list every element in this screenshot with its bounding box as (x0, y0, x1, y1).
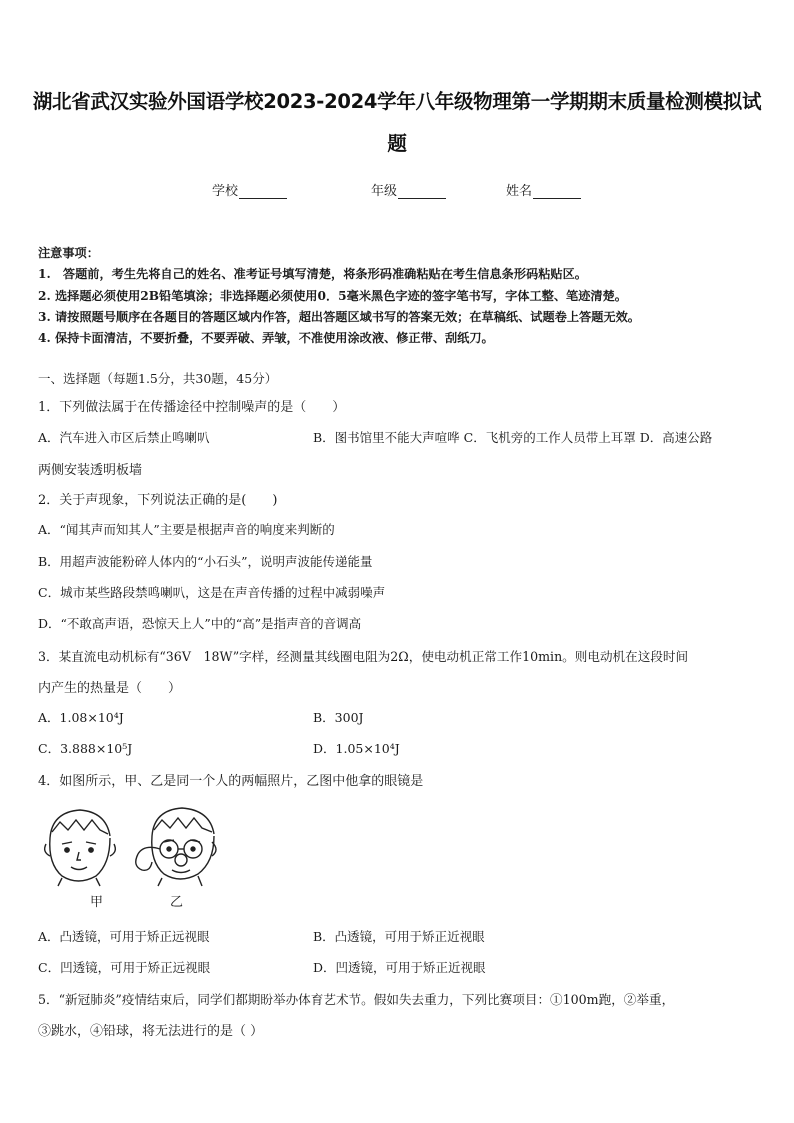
q1-continuation: 两侧安装透明板墙 (38, 463, 143, 478)
grade-label: 年级 (371, 184, 398, 199)
q4-label-jia: 甲 (90, 895, 104, 910)
note-item-1: 1. 答题前，考生先将自己的姓名、准考证号填写清楚，将条形码准确粘贴在考生信息条形码粘贴区。 (38, 267, 587, 281)
q1-stem: 1．下列做法属于在传播途径中控制噪声的是（ ） (38, 400, 346, 415)
q1-options-bcd[interactable]: B．图书馆里不能大声喧哗 C．飞机旁的工作人员带上耳罩 D．高速公路 (313, 430, 713, 445)
section-heading: 一、选择题（每题1.5分，共30题，45分） (38, 371, 278, 386)
q2-stem: 2．关于声现象，下列说法正确的是( ) (38, 493, 278, 508)
q4-option-c[interactable]: C．凹透镜，可用于矫正远视眼 (38, 960, 211, 975)
name-blank[interactable] (533, 185, 581, 199)
grade-blank[interactable] (398, 185, 446, 199)
q3-option-a[interactable]: A．1.08×10⁴J (38, 710, 124, 725)
notes-heading: 注意事项： (38, 246, 99, 260)
name-label: 姓名 (506, 184, 533, 199)
q4-option-a[interactable]: A．凸透镜，可用于矫正远视眼 (38, 929, 210, 944)
q4-figure-faces (40, 800, 230, 910)
q2-option-d[interactable]: D．“不敢高声语，恐惊天上人”中的“高”是指声音的音调高 (38, 616, 362, 631)
q3-option-d[interactable]: D．1.05×10⁴J (313, 741, 400, 756)
note-item-2: 2. 选择题必须使用2B铅笔填涂；非选择题必须使用0．5毫米黑色字迹的签字笔书写，字体工整、笔迹清楚。 (38, 289, 627, 303)
school-label: 学校 (212, 184, 239, 199)
q4-option-d[interactable]: D．凹透镜，可用于矫正近视眼 (313, 960, 486, 975)
q3-option-c[interactable]: C．3.888×10⁵J (38, 741, 133, 756)
q5-continuation: ③跳水，④铅球，将无法进行的是（ ） (38, 1024, 264, 1039)
q4-option-b[interactable]: B．凸透镜，可用于矫正近视眼 (313, 929, 485, 944)
q2-option-c[interactable]: C．城市某些路段禁鸣喇叭，这是在声音传播的过程中减弱噪声 (38, 585, 386, 600)
q4-label-yi: 乙 (170, 895, 184, 910)
face-yi-drawing (136, 808, 216, 886)
school-field[interactable] (212, 180, 287, 199)
face-jia-drawing (45, 810, 116, 886)
q3-continuation: 内产生的热量是（ ） (38, 681, 182, 696)
school-blank[interactable] (239, 185, 287, 199)
q1-option-a[interactable]: A．汽车进入市区后禁止鸣喇叭 (38, 430, 210, 445)
grade-field[interactable] (371, 180, 446, 199)
exam-title-line1: 湖北省武汉实验外国语学校2023-2024学年八年级物理第一学期期末质量检测模拟试 (32, 90, 762, 113)
q4-stem: 4．如图所示，甲、乙是同一个人的两幅照片，乙图中他拿的眼镜是 (38, 774, 424, 789)
note-item-3: 3. 请按照题号顺序在各题目的答题区域内作答，超出答题区域书写的答案无效；在草稿纸、试题卷上答题无效。 (38, 310, 640, 324)
q3-stem: 3．某直流电动机标有“36V 18W”字样，经测量其线圈电阻为2Ω，使电动机正常工作10min。则电动机在这段时间 (38, 649, 689, 664)
q3-option-b[interactable]: B．300J (313, 710, 364, 725)
q2-option-b[interactable]: B．用超声波能粉碎人体内的“小石头”，说明声波能传递能量 (38, 554, 373, 569)
q2-option-a[interactable]: A．“闻其声而知其人”主要是根据声音的响度来判断的 (38, 522, 335, 537)
note-item-4: 4. 保持卡面清洁，不要折叠，不要弄破、弄皱，不准使用涂改液、修正带、刮纸刀。 (38, 331, 494, 345)
q5-stem: 5．“新冠肺炎”疫情结束后，同学们都期盼举办体育艺术节。假如失去重力，下列比赛项目：①100m跑，②举重， (38, 992, 675, 1007)
exam-title-line2: 题 (387, 132, 407, 155)
name-field[interactable] (506, 180, 581, 199)
